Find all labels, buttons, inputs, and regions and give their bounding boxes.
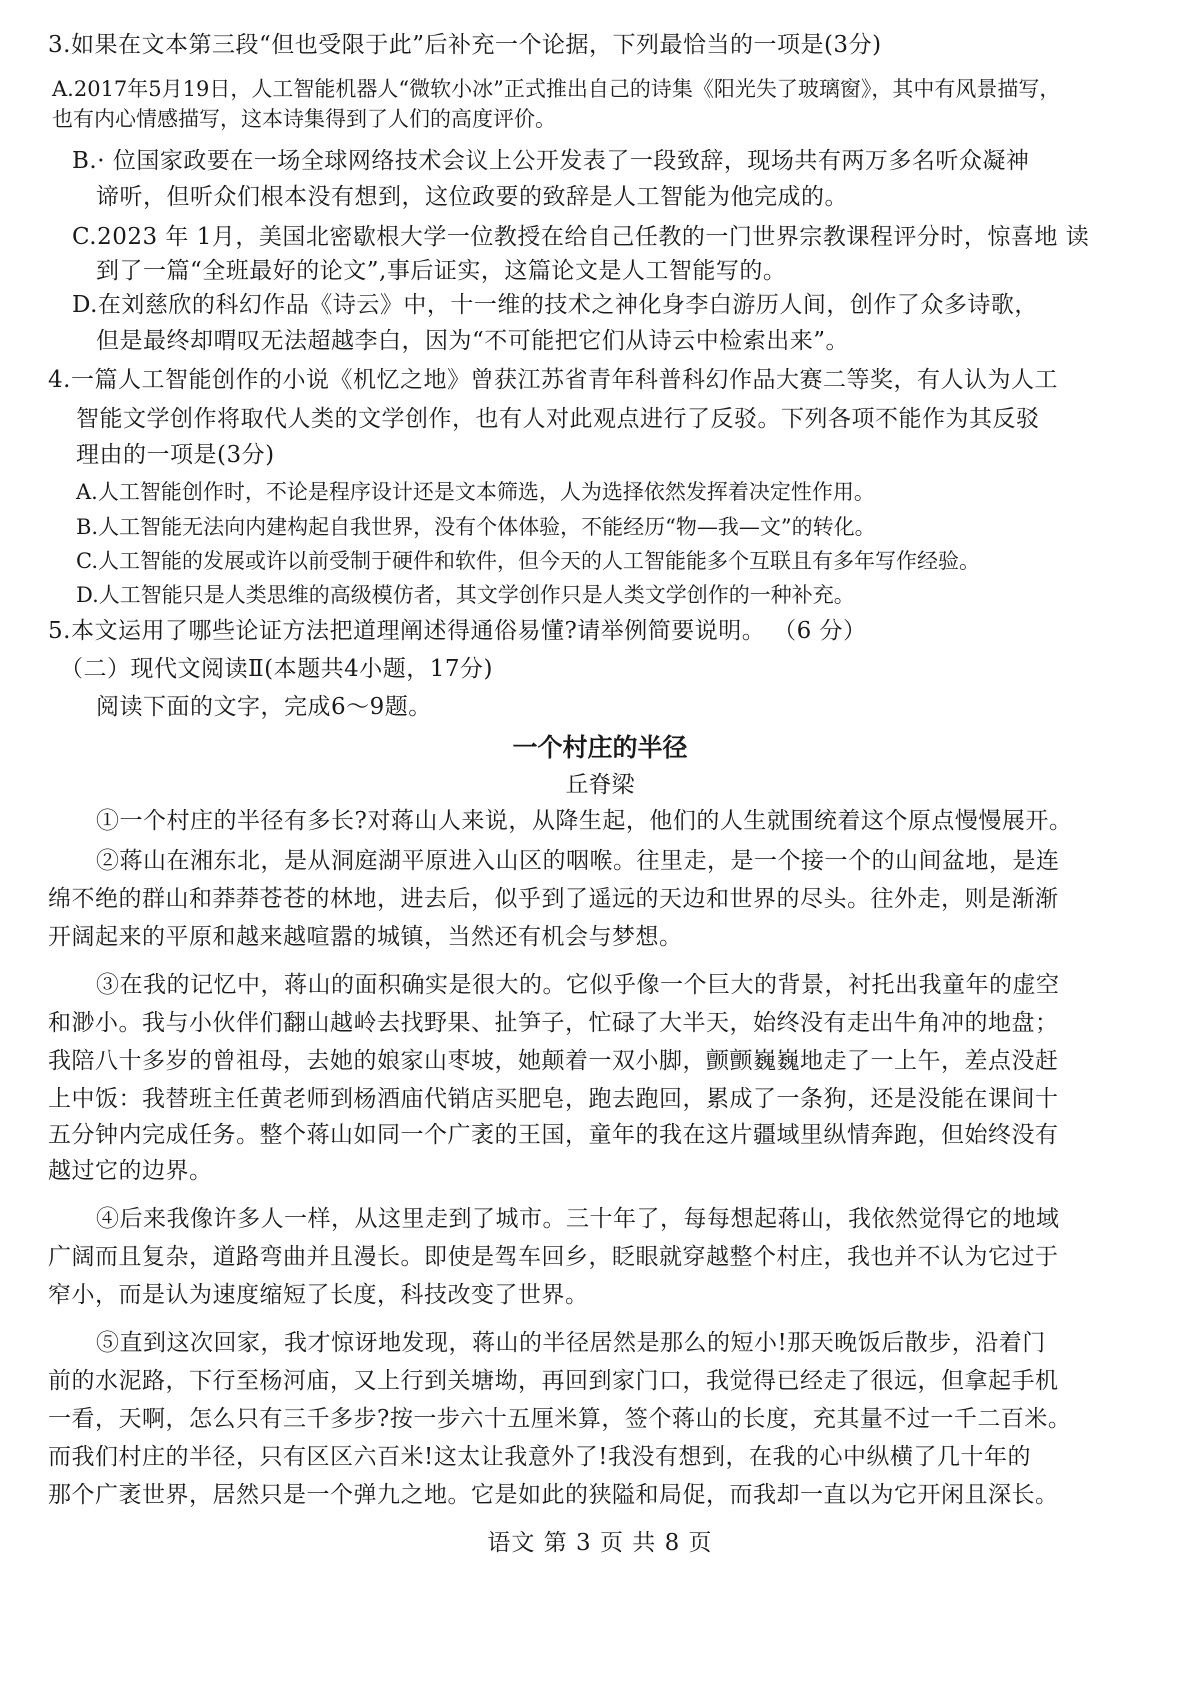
article-paragraph-2-line2: 绵不绝的群山和莽莽苍苍的林地，进去后，似乎到了遥远的天边和世界的尽头。往外走，则是渐渐 <box>48 886 1059 912</box>
article-paragraph-2-line3: 开阔起来的平原和越来越喧嚣的城镇，当然还有机会与梦想。 <box>48 924 683 950</box>
article-paragraph-5-line4: 而我们村庄的半径，只有区区六百米!这太让我意外了!我没有想到，在我的心中纵横了几十年的 <box>48 1444 1031 1470</box>
q4-stem-line3: 理由的一项是(3分) <box>76 442 275 468</box>
article-title: 一个村庄的半径 <box>512 733 688 762</box>
q4-option-b: B.人工智能无法向内建构起自我世界，没有个体体验，不能经历“物—我—文”的转化。 <box>76 515 876 539</box>
q4-option-c: C.人工智能的发展或许以前受制于硬件和软件，但今天的人工智能能多个互联且有多年写作经验。 <box>76 549 980 573</box>
article-paragraph-3-line2: 和渺小。我与小伙伴们翻山越岭去找野果、扯笋子，忙碌了大半天，始终没有走出牛角冲的地盘； <box>48 1010 1059 1036</box>
q4-option-d: D.人工智能只是人类思维的高级模仿者，其文学创作只是人类文学创作的一种补充。 <box>76 583 855 607</box>
q3-option-b-line1: B.· 位国家政要在一场全球网络技术会议上公开发表了一段致辞，现场共有两万多名听众凝神 <box>72 148 1030 174</box>
article-paragraph-5-line5: 那个广袤世界，居然只是一个弹九之地。它是如此的狭隘和局促，而我却一直以为它开闲且深长。 <box>48 1482 1059 1508</box>
section2-heading: （二）现代文阅读Ⅱ(本题共4小题，17分) <box>60 656 493 682</box>
page-footer: 语文 第 3 页 共 8 页 <box>487 1530 713 1556</box>
article-paragraph-4-line1: ④后来我像许多人一样，从这里走到了城市。三十年了，每每想起蒋山，我依然觉得它的地域 <box>96 1206 1060 1232</box>
article-paragraph-3-line4: 上中饭：我替班主任黄老师到杨酒庙代销店买肥皂，跑去跑回，累成了一条狗，还是没能在课间十 <box>48 1086 1059 1112</box>
article-paragraph-3-line5: 五分钟内完成任务。整个蒋山如同一个广袤的王国，童年的我在这片疆域里纵情奔跑，但始终没有 <box>48 1122 1059 1148</box>
article-paragraph-5-line3: 一看，天啊，怎么只有三千多步?按一步六十五厘米算，签个蒋山的长度，充其量不过一千二百米。 <box>48 1406 1072 1432</box>
section2-instruction: 阅读下面的文字，完成6～9题。 <box>96 694 432 720</box>
q3-option-b-line2: 谛听，但听众们根本没有想到，这位政要的致辞是人工智能为他完成的。 <box>96 184 848 210</box>
article-paragraph-3-line1: ③在我的记忆中，蒋山的面积确实是很大的。它似乎像一个巨大的背景，衬托出我童年的虚空 <box>96 972 1060 998</box>
q3-option-a-line1: A.2017年5月19日，人工智能机器人“微软小冰”正式推出自己的诗集《阳光失了玻璃窗》，其中有风景描写， <box>52 77 1061 101</box>
article-paragraph-2-line1: ②蒋山在湘东北，是从洞庭湖平原进入山区的咽喉。往里走，是一个接一个的山间盆地，是连 <box>96 848 1060 874</box>
q3-option-d-line2: 但是最终却喟叹无法超越李白，因为“不可能把它们从诗云中检索出来”。 <box>96 328 850 354</box>
q4-option-a: A.人工智能创作时，不论是程序设计还是文本筛选，人为选择依然发挥着决定性作用。 <box>76 480 875 504</box>
q4-stem-line2: 智能文学创作将取代人类的文学创作，也有人对此观点进行了反驳。下列各项不能作为其反驳 <box>76 406 1040 432</box>
article-paragraph-4-line3: 窄小，而是认为速度缩短了长度，科技改变了世界。 <box>48 1282 589 1308</box>
q5-stem: 5.本文运用了哪些论证方法把道理阐述得通俗易懂?请举例简要说明。 （6 分） <box>48 618 867 644</box>
article-paragraph-5-line1: ⑤直到这次回家，我才惊讶地发现，蒋山的半径居然是那么的短小!那天晚饭后散步，沿着门 <box>96 1330 1046 1356</box>
article-author: 丘脊梁 <box>565 772 635 798</box>
article-paragraph-1: ①一个村庄的半径有多长?对蒋山人来说，从降生起，他们的人生就围统着这个原点慢慢展开。 <box>96 808 1073 834</box>
article-paragraph-4-line2: 广阔而且复杂，道路弯曲并且漫长。即使是驾车回乡，眨眼就穿越整个村庄，我也并不认为它过于 <box>48 1244 1059 1270</box>
q3-option-c-line2: 到了一篇“全班最好的论文”,事后证实，这篇论文是人工智能写的。 <box>96 258 787 284</box>
q3-stem: 3.如果在文本第三段“但也受限于此”后补充一个论据，下列最恰当的一项是(3分) <box>48 32 882 58</box>
article-paragraph-5-line2: 前的水泥路，下行至杨河庙，又上行到关塘坳，再回到家门口，我觉得已经走了很远，但拿起手机 <box>48 1368 1059 1394</box>
q3-option-c-line1: C.2023 年 1月，美国北密歇根大学一位教授在给自己任教的一门世界宗教课程评分时，惊喜地 读 <box>72 224 1090 250</box>
article-paragraph-3-line3: 我陪八十多岁的曾祖母，去她的娘家山枣坡，她颠着一双小脚，颤颤巍巍地走了一上午，差点没赶 <box>48 1048 1059 1074</box>
article-paragraph-3-line6: 越过它的边界。 <box>48 1158 213 1184</box>
q4-stem-line1: 4.一篇人工智能创作的小说《机忆之地》曾获江苏省青年科普科幻作品大赛二等奖，有人认为人工 <box>48 367 1058 393</box>
q3-option-d-line1: D.在刘慈欣的科幻作品《诗云》中，十一维的技术之神化身李白游历人间，创作了众多诗歌， <box>72 292 1038 318</box>
q3-option-a-line2: 也有内心情感描写，这本诗集得到了人们的高度评价。 <box>52 107 556 131</box>
